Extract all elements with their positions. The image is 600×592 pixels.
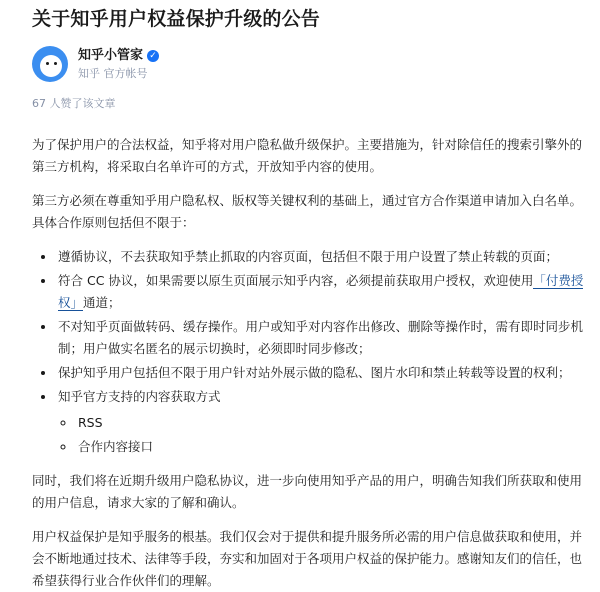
list-item: • 保护知乎用户包括但不限于用户针对站外展示做的隐私、图片水印和禁止转载等设置的权利；: [56, 362, 586, 384]
list-item-text: 通道；: [83, 295, 121, 310]
list-item: [56, 386, 586, 458]
author-name-row: [78, 47, 159, 65]
list-item-text: 知乎官方支持的内容获取方式: [58, 389, 221, 404]
author-avatar[interactable]: [32, 46, 68, 82]
list-item-text: 符合 CC 协议，如果需要以原生页面展示知乎内容，必须提前获取用户授权，欢迎使用: [58, 273, 534, 288]
avatar-eye-left: [46, 62, 49, 65]
sub-list-item-rss: ◦ RSS: [76, 412, 586, 434]
author-tag: 知乎 官方帐号: [78, 66, 148, 80]
paragraph-privacy-update: 同时，我们将在近期升级用户隐私协议，进一步向使用知乎产品的用户，明确告知我们所获取和使用的用户信息，请求大家的了解和确认。: [32, 473, 583, 510]
author-block: [32, 46, 586, 82]
avatar-eye-right: [54, 62, 57, 65]
list-item: [56, 270, 586, 314]
list-item: • 遵循协议，不去获取知乎禁止抓取的内容页面，包括但不限于用户设置了禁止转载的页面；: [56, 246, 586, 268]
author-name[interactable]: 知乎小管家: [78, 47, 144, 63]
list-item: • 不对知乎页面做转码、缓存操作。用户或知乎对内容作出修改、删除等操作时，需有即时同步机制；用户做实名匿名的展示切换时，必须即时同步修改；: [56, 316, 586, 360]
article-title: 关于知乎用户权益保护升级的公告: [32, 8, 321, 30]
paragraph-intro: 为了保护用户的合法权益，知乎将对用户隐私做升级保护。主要措施为，针对除信任的搜索引擎外的第三方机构，将采取白名单许可的方式，开放知乎内容的使用。: [32, 137, 583, 174]
verified-badge-icon: ✓: [147, 50, 159, 62]
sub-list-item-api: ◦ 合作内容接口: [76, 436, 586, 458]
principles-list: [32, 246, 586, 458]
article-content: [32, 134, 586, 592]
sub-list: [58, 412, 586, 458]
avatar-face: [40, 55, 62, 77]
likes-count[interactable]: 67 人赞了该文章: [32, 97, 116, 110]
author-info: [78, 47, 159, 82]
paid-authorization-link[interactable]: 「付费授权」: [58, 273, 584, 310]
paragraph-requirements: 第三方必须在尊重知乎用户隐私权、版权等关键权利的基础上，通过官方合作渠道申请加入白名单。具体合作原则包括但不限于：: [32, 193, 583, 230]
paragraph-conclusion: 用户权益保护是知乎服务的根基。我们仅会对于提供和提升服务所必需的用户信息做获取和使用，并会不断地通过技术、法律等手段，夯实和加固对于各项用户权益的保护能力。感谢知友们的信任，也希望获得行业合作伙伴们的理解。: [32, 529, 583, 588]
